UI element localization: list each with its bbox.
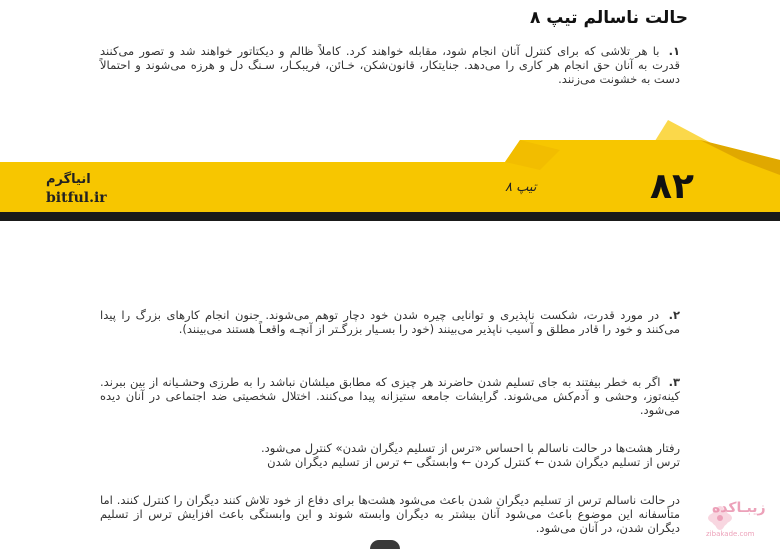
paragraph-1	[100, 44, 680, 86]
page-edge-shape	[370, 540, 400, 549]
paragraph-2-text: در مورد قدرت، شکست ناپذیری و توانایی چیره شدن خود دچار توهم می‌شوند. جنون انجام کارهای بزرگ را پیدا می‌کنند و خود را قادر مطلق و آسیب ناپذیر می‌بینند (خود را بسـیار بزرگـتر از آنچـه واقعـاً هستند می‌بینند).	[100, 308, 680, 336]
chapter-label: تیپ ۸	[505, 180, 537, 195]
paragraph-3-text: اگر به خطر بیفتند به جای تسلیم شدن حاضرند هر چیزی که مطابق میلشان نباشد را به طرزی وحشـیانه از بین ببرند. کینه‌توز، وحشی و آدم‌کش می‌شوند. گرایشات جامعه ستیزانه پیدا می‌کنند. اختلال شخصیتی ضد اجتماعی در آنان دیده می‌شود.	[100, 375, 680, 417]
page-separator	[0, 212, 780, 221]
brand-url: bitful.ir	[46, 190, 107, 206]
page-number: ۸۲	[650, 166, 694, 207]
paragraph-2-number: ۲.	[668, 308, 681, 322]
page-title: حالت ناسالم تیپ ۸	[529, 8, 688, 28]
paragraph-3	[100, 375, 680, 417]
paragraph-4	[100, 441, 680, 469]
paragraph-5: در حالت ناسالم ترس از تسلیم دیگران شدن باعث می‌شود هشت‌ها برای دفاع از خود تلاش کنند دیگران را کنترل کنند. اما متأسفانه این موضوع باعث می‌شود آنان بیشتر به دیگران وابسته شوند و این وابستگی باعث افزایش ترس از تسلیم دیگران شدن، در آنان می‌شود.	[100, 493, 680, 535]
top-page	[0, 0, 780, 212]
paragraph-2	[100, 308, 680, 336]
brand-name-fa: انیاگرم	[46, 172, 91, 187]
watermark-url: zibakade.com	[706, 530, 755, 538]
paragraph-4-line-1: رفتار هشت‌ها در حالت ناسالم با احساس «ترس از تسلیم دیگران شدن» کنترل می‌شود.	[261, 441, 680, 455]
paragraph-3-number: ۳.	[668, 375, 681, 389]
paragraph-1-text: با هر تلاشی که برای کنترل آنان انجام شود، مقابله خواهند کرد. کاملاً ظالم و دیکتاتور خواهند شد و تصور می‌کنند قدرت به آنان حق انجام هر کاری را می‌دهد. جنایتکار، قانون‌شکن، خـائن، فریبکـار، سـنگ دل و هرزه می‌شوند و احتمالاً دست به خشونت می‌زنند.	[100, 44, 680, 86]
watermark-text: زیبـاکده	[712, 500, 766, 516]
paragraph-1-number: ۱.	[668, 44, 681, 58]
paragraph-4-line-2: ترس از تسلیم دیگران شدن ← کنترل کردن ← وابستگی ← ترس از تسلیم دیگران شدن	[267, 455, 680, 469]
